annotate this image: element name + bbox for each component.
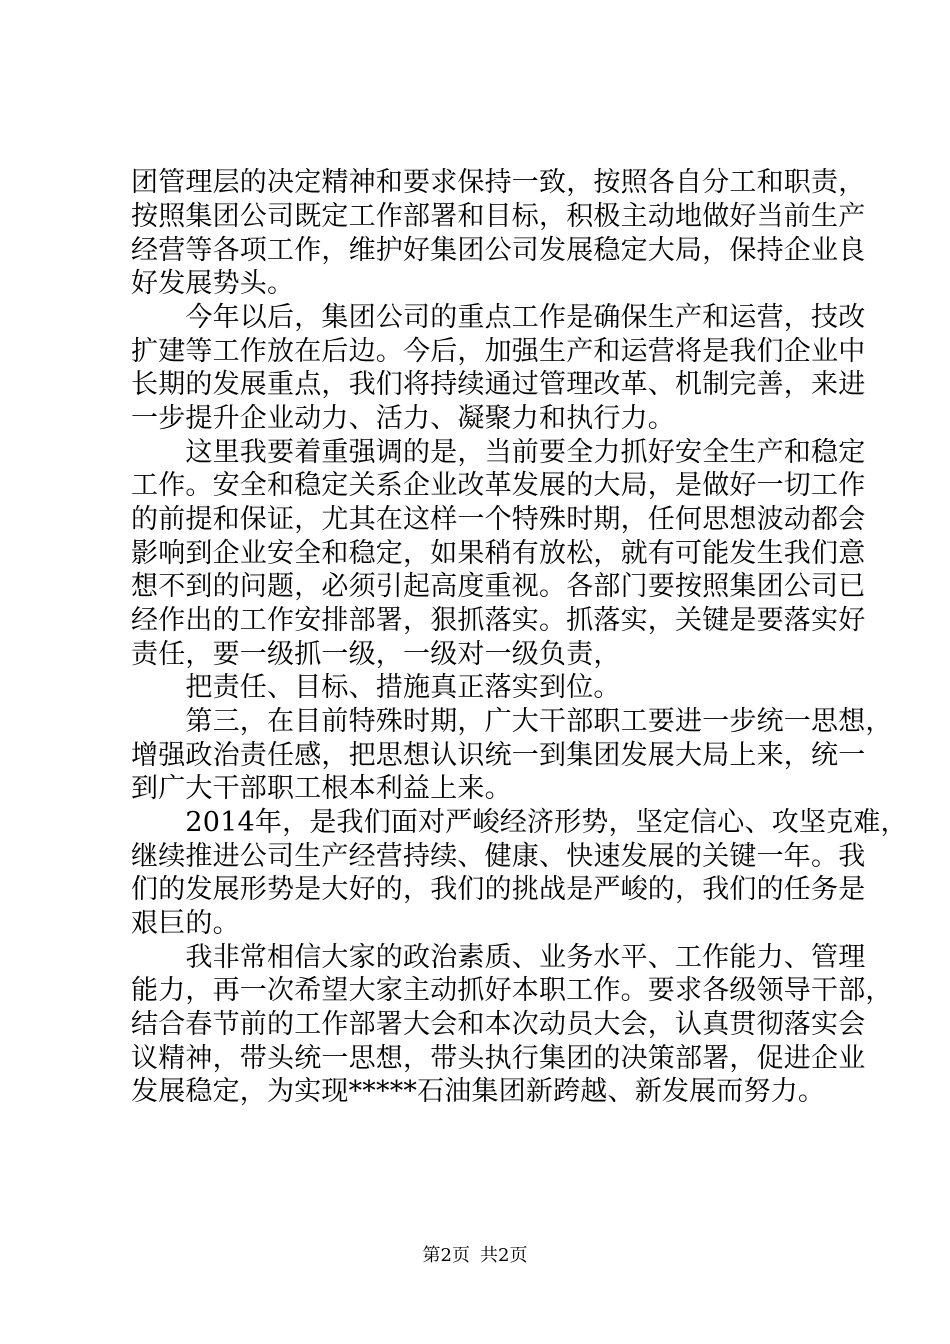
text-line: 工作。安全和稳定关系企业改革发展的大局，是做好一切工作 xyxy=(131,470,866,501)
page-footer xyxy=(0,1244,950,1268)
text-line: 这里我要着重强调的是，当前要全力抓好安全生产和稳定 xyxy=(131,437,866,468)
text-line: 艰巨的。 xyxy=(131,908,240,939)
page-number: 第2页 xyxy=(422,1245,470,1266)
text-line: 扩建等工作放在后边。今后，加强生产和运营将是我们企业中 xyxy=(131,336,866,367)
text-line: 继续推进公司生产经营持续、健康、快速发展的关键一年。我 xyxy=(131,841,866,872)
text-line: 议精神，带头统一思想，带头执行集团的决策部署，促进企业 xyxy=(131,1043,866,1074)
text-line: 经作出的工作安排部署，狠抓落实。抓落实，关键是要落实好 xyxy=(131,605,866,636)
text-line: 今年以后，集团公司的重点工作是确保生产和运营，技改 xyxy=(131,302,866,333)
text-line: 责任，要一级抓一级，一级对一级负责， xyxy=(131,639,621,670)
text-line: 结合春节前的工作部署大会和本次动员大会，认真贯彻落实会 xyxy=(131,1009,866,1040)
text-line: 增强政治责任感，把思想认识统一到集团发展大局上来，统一 xyxy=(131,740,866,771)
page-total: 共2页 xyxy=(480,1245,528,1266)
text-line: 一步提升企业动力、活力、凝聚力和执行力。 xyxy=(131,403,675,434)
text-line: 到广大干部职工根本利益上来。 xyxy=(131,773,512,804)
text-line: 经营等各项工作，维护好集团公司发展稳定大局，保持企业良 xyxy=(131,235,866,266)
text-line: 影响到企业安全和稳定，如果稍有放松，就有可能发生我们意 xyxy=(131,538,866,569)
text-line: 好发展势头。 xyxy=(131,268,295,299)
text-line: 想不到的问题，必须引起高度重视。各部门要按照集团公司已 xyxy=(131,571,866,602)
text-line: 我非常相信大家的政治素质、业务水平、工作能力、管理 xyxy=(131,942,866,973)
text-line: 团管理层的决定精神和要求保持一致，按照各自分工和职责， xyxy=(131,167,866,198)
text-line: 长期的发展重点，我们将持续通过管理改革、机制完善，来进 xyxy=(131,369,866,400)
text-line: 们的发展形势是大好的，我们的挑战是严峻的，我们的任务是 xyxy=(131,874,866,905)
text-line: 发展稳定，为实现*****石油集团新跨越、新发展而努力。 xyxy=(131,1076,826,1107)
text-line: 2014年，是我们面对严峻经济形势，坚定信心、攻坚克难， xyxy=(131,807,908,838)
text-line: 第三，在目前特殊时期，广大干部职工要进一步统一思想， xyxy=(131,706,893,737)
text-line: 能力，再一次希望大家主动抓好本职工作。要求各级领导干部， xyxy=(131,975,893,1006)
text-line: 的前提和保证，尤其在这样一个特殊时期，任何思想波动都会 xyxy=(131,504,866,535)
text-line: 按照集团公司既定工作部署和目标，积极主动地做好当前生产 xyxy=(131,201,866,232)
text-line: 把责任、目标、措施真正落实到位。 xyxy=(131,672,621,703)
